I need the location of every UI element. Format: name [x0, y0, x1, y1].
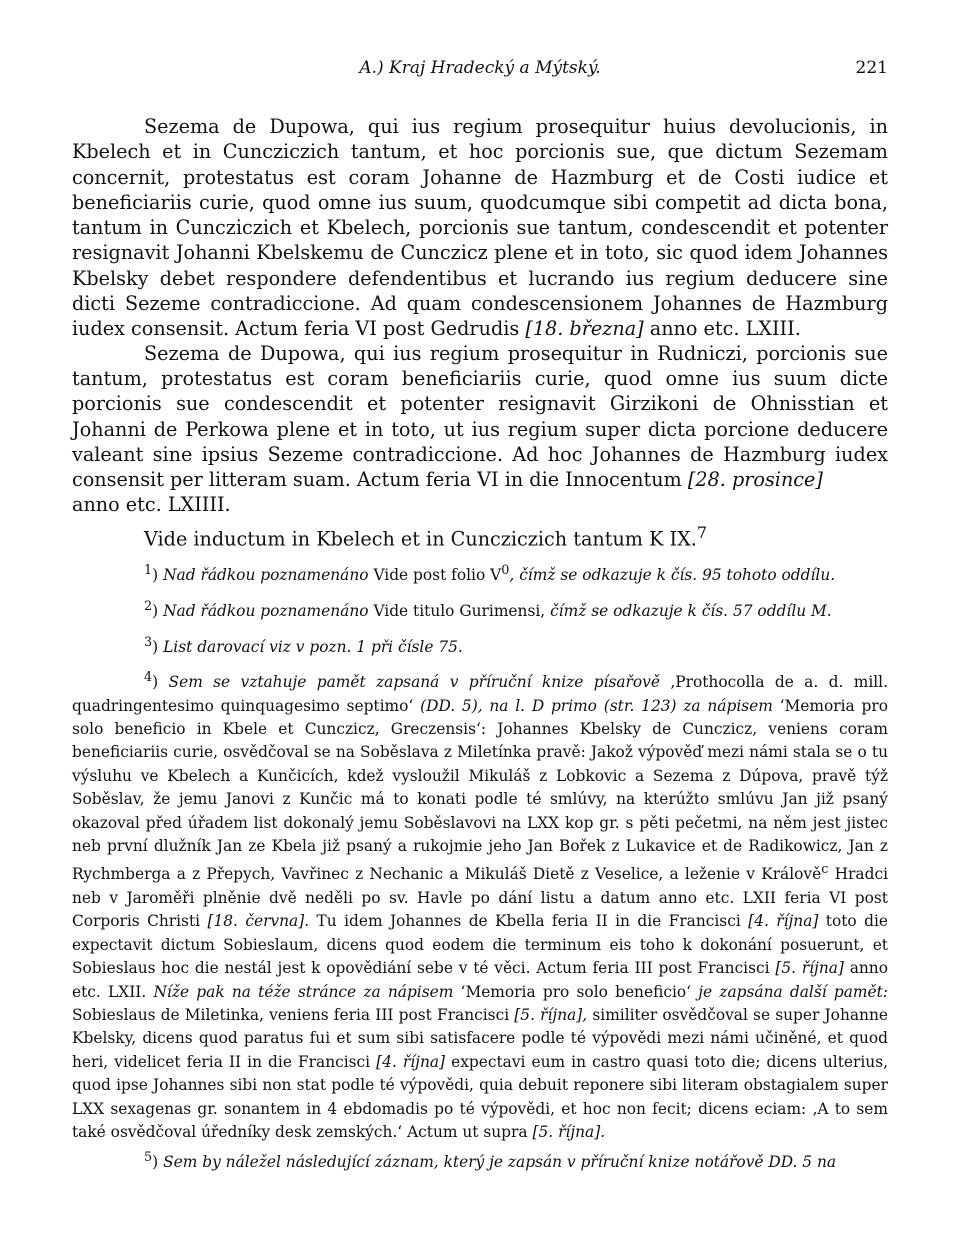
fn4-i4: [4. října]: [748, 912, 819, 931]
footnote-4: $^4$) Sem se vztahuje pamět zapsaná v příruční knize písařově ‚Prothocolla de a. d. mill. quadringentesimo quinquagesimo septimo‘ (DD. 5), na l. D primo (str. 123) za nápisem ‘Memoria pro solo beneficio in Kbele et Cunczicz, Greczensis‘: Johannes Kbelsky de Cunczicz, veniens coram beneficiariis curie, osvědčoval se na Soběslava z Miletínka pravě: Jakož výpověď mezi námi stala se o tu výsluhu ve Kbelech a Kunčicích, kdež vysloužil Mikuláš z Lobkovic a Sezema z Dúpova, pravě týž Soběslav, že jemu Janovi z Kunčic má to konati podle té smlúvy, na kterúžto smlúvu Jan již psaný okazoval před úřadem list dokonalý jemu Soběslavovi na LXX kop gr. s pěti pečetmi, na něm jest jistec neb první dlužník Jan ze Kbela již psaný a rukojmie jeho Jan Bořek z Lukavice et de Radikowicz, Jan z Rychmberga a z Přepych, Vavřinec z Nechanic a Mikuláš Dietě z Veselice, a leženie v Králově$^c$ Hradci neb v Jaroměři plněnie dvě neděli po sv. Havle po dání listu a datum anno etc. LXII feria VI post Corporis Christi [18. června]. Tu idem Johannes de Kbella feria II in die Francisci [4. října] toto die expectavit dictum Sobieslaum, dicens quod eodem die terminum eis toho k dokonání posuerunt, et Sobieslaus hoc die nestál jest k opovědiání sebe v té věci. Actum feria III post Francisci [5. října] anno etc. LXII. Níže pak na téže stránce za nápisem ‘Memoria pro solo beneficio‘ je zapsána další pamět: Sobieslaus de Miletinka, veniens feria III post Francisci [5. října], similiter osvědčoval se super Johanne Kbelsky, dicens quod paratus fui et sum sibi satisfacere podle té výpovědi mezi námi učiněné, et quod heri, videlicet feria II in die Francisci [4. října] expectavi eum in castro quasi toto die; dicens ulterius, quod ipse Johannes sibi non stat podle té výpovědi, quia debuit reponere sibi literam obstagialem super LXX sexagenas gr. sonantem in 4 ebdomadis po té výpovědi, et hoc non fecit; dicens eciam: ‚A to sem také osvědčoval úředníky desk zemských.‘ Actum ut supra [5. října].: [72, 670, 888, 1141]
footnote-3-italic: List darovací viz v pozn. 1 při čísle 75.: [163, 637, 463, 656]
paragraph-1-date: [18. března]: [525, 317, 644, 341]
fn4-t11: expectavi eum in castro quasi toto die; dicens ulterius, quod ipse Johannes sibi non stat podle té výpovědi, quia debuit reponere sibi literam obstagialem super LXX sexagenas gr. sonantem in 4 ebdomadis po té výpovědi, et hoc non fecit; dicens eciam: ‚A to sem také osvědčoval úředníky desk zemských.‘ Actum ut supra: [72, 1052, 888, 1141]
page: [72, 58, 888, 1182]
running-title: A.) Kraj Hradecký a Mýtský.: [359, 58, 601, 78]
paragraph-1: [72, 114, 888, 342]
fn4-sup: c: [821, 862, 829, 878]
fn4-t1: ‚Prothocolla de a. d. mill. quadringentesimo quinquagesimo septimo‘: [72, 673, 888, 715]
main-text: [72, 114, 888, 551]
fn4-t2: ‘Memoria pro solo beneficio in Kbele et Cunczicz, Greczensis‘:: [72, 696, 888, 738]
fn4-t4: Hradci neb v Jaroměři plněnie dvě neděli po sv. Havle po dání listu a datum anno etc. LXII feria VI post Corporis Christi: [72, 865, 888, 931]
footnote-1-number: 1: [144, 563, 153, 579]
fn4-i6: Níže pak na téže stránce za nápisem: [153, 982, 454, 1001]
footnote-1: $^1$) Nad řádkou poznamenáno Vide post folio $V^0$, čímž se odkazuje k čís. 95 tohoto oddílu.: [144, 563, 836, 585]
running-header: [72, 58, 888, 88]
footnote-5-number: 5: [144, 1150, 153, 1166]
paragraph-2: [72, 341, 888, 518]
fn4-t6: toto die expectavit dictum Sobieslaum, dicens quod eodem die terminum eis toho k dokonání posuerunt, et Sobieslaus hoc die nestál jest k opovědiání sebe v té věci. Actum feria III post Francisci: [72, 912, 888, 978]
fn4-i7: je zapsána další pamět:: [698, 982, 888, 1001]
footnote-2-italic: Nad řádkou poznamenáno: [163, 602, 369, 621]
vide-text: Vide inductum in Kbelech et in Cuncziczich tantum K IX.: [144, 527, 697, 551]
footnote-2: $^2$) Nad řádkou poznamenáno Vide titulo Gurimensi, čímž se odkazuje k čís. 57 oddílu M.: [144, 598, 832, 621]
fn4-i9: [4. října]: [376, 1052, 446, 1071]
footnote-1-italic: Nad řádkou poznamenáno: [163, 566, 369, 585]
footnote-3: $^3$) List darovací viz v pozn. 1 při čísle 75.: [144, 634, 463, 656]
paragraph-2-end: anno etc. LXIIII.: [72, 493, 231, 517]
fn4-t10: similiter osvědčoval se super Johanne Kbelsky, dicens quod paratus fui et sum sibi satisfacere podle té výpovědi mezi námi učiněné, et quod heri, videlicet feria II in die Francisci: [72, 1005, 888, 1071]
footnote-ref-7: 7: [696, 522, 708, 542]
fn4-t8: ‘Memoria pro solo beneficio‘: [460, 982, 692, 1001]
paragraph-1-end: anno etc. LXIII.: [649, 317, 801, 341]
fn4-i5: [5. října]: [775, 959, 844, 978]
footnote-2-italic-2: čímž se odkazuje k čís. 57 oddílu M.: [550, 602, 832, 621]
footnote-1-text: Vide post folio V: [373, 566, 502, 585]
fn4-i10: [5. října].: [532, 1123, 606, 1141]
footnote-2-text: Vide titulo Gurimensi,: [373, 602, 546, 621]
fn4-i3: [18. června].: [207, 912, 310, 931]
paragraph-2-date: [28. prosince]: [687, 468, 823, 492]
footnote-3-number: 3: [144, 634, 153, 650]
footnote-2-number: 2: [144, 598, 153, 614]
fn4-t7: anno etc. LXII.: [72, 959, 888, 1001]
footnote-4-number: 4: [144, 670, 153, 686]
fn4-t3: Johannes Kbelsky de Cunczicz, veniens coram beneficiariis curie, osvědčoval se na Soběslava z Miletínka pravě: Jakož výpověď mezi námi stala se o tu výsluhu ve Kbelech a Kunčicích, kdež vysloužil Mikuláš z Lobkovic a Sezema z Dúpova, pravě týž Soběslav, že jemu Janovi z Kunčic má to konati podle té smlúvy, na kterúžto smlúvu Jan již psaný okazoval před úřadem list dokonalý jemu Soběslavovi na LXX kop gr. s pěti pečetmi, na něm jest jistec neb první dlužník Jan ze Kbela již psaný a rukojmie jeho Jan Bořek z Lukavice et de Radikowicz, Jan z Rychmberga a z Přepych, Vavřinec z Nechanic a Mikuláš Dietě z Veselice, a leženie v Králově: [72, 719, 888, 884]
footnote-1-sup: 0: [501, 563, 510, 579]
fn4-t5: Tu idem Johannes de Kbella feria II in die Francisci: [316, 912, 741, 931]
paragraph-1-text: Sezema de Dupowa, qui ius regium prosequitur huius devolucionis, in Kbelech et in Cuncziczich tantum, et hoc porcionis sue, que dictum Sezemam concernit, protestatus est coram Johanne de Hazmburg et de Costi iudice et beneficiariis curie, quod omne ius suum, quodcumque sibi competit ad dicta bona, tantum in Cuncziczich et Kbelech, porcionis sue tantum, condescendit et potenter resignavit Johanni Kbelskemu de Cunczicz plene et in toto, sic quod idem Johannes Kbelsky debet respondere defendentibus et lucrando ius regium deducere sine dicti Sezeme contradiccione. Ad quam condescensionem Johannes de Hazmburg iudex consensit. Actum feria VI post Gedrudis: [72, 115, 888, 341]
footnote-5-italic: Sem by náležel následující záznam, který je zapsán v příruční knize notářově DD. 5 na: [163, 1153, 837, 1172]
paragraph-3: [72, 520, 888, 552]
footnote-5: $^5$) Sem by náležel následující záznam, který je zapsán v příruční knize notářově DD. 5 na: [144, 1150, 837, 1172]
fn4-i1: Sem se vztahuje pamět zapsaná v příruční knize písařově: [168, 673, 660, 692]
footnotes: [72, 559, 888, 1175]
footnote-1-italic-2: , čímž se odkazuje k čís. 95 tohoto oddílu.: [509, 566, 836, 585]
fn4-t9: Sobieslaus de Miletinka, veniens feria III post Francisci: [72, 1005, 510, 1024]
page-number: 221: [855, 58, 888, 78]
fn4-i2: (DD. 5), na l. D primo (str. 123) za nápisem: [420, 696, 773, 715]
paragraph-2-text: Sezema de Dupowa, qui ius regium prosequitur in Rudniczi, porcionis sue tantum, protestatus est coram beneficiariis curie, quod omne ius suum dicte porcionis sue condescendit et potenter resignavit Girzikoni de Ohnisstian et Johanni de Perkowa plene et in toto, ut ius regium super dicta porcione deducere valeant sine ipsius Sezeme contradiccione. Ad hoc Johannes de Hazmburg iudex consensit per litteram suam. Actum feria VI in die Innocentum: [72, 341, 888, 492]
fn4-i8: [5. října],: [514, 1005, 588, 1024]
